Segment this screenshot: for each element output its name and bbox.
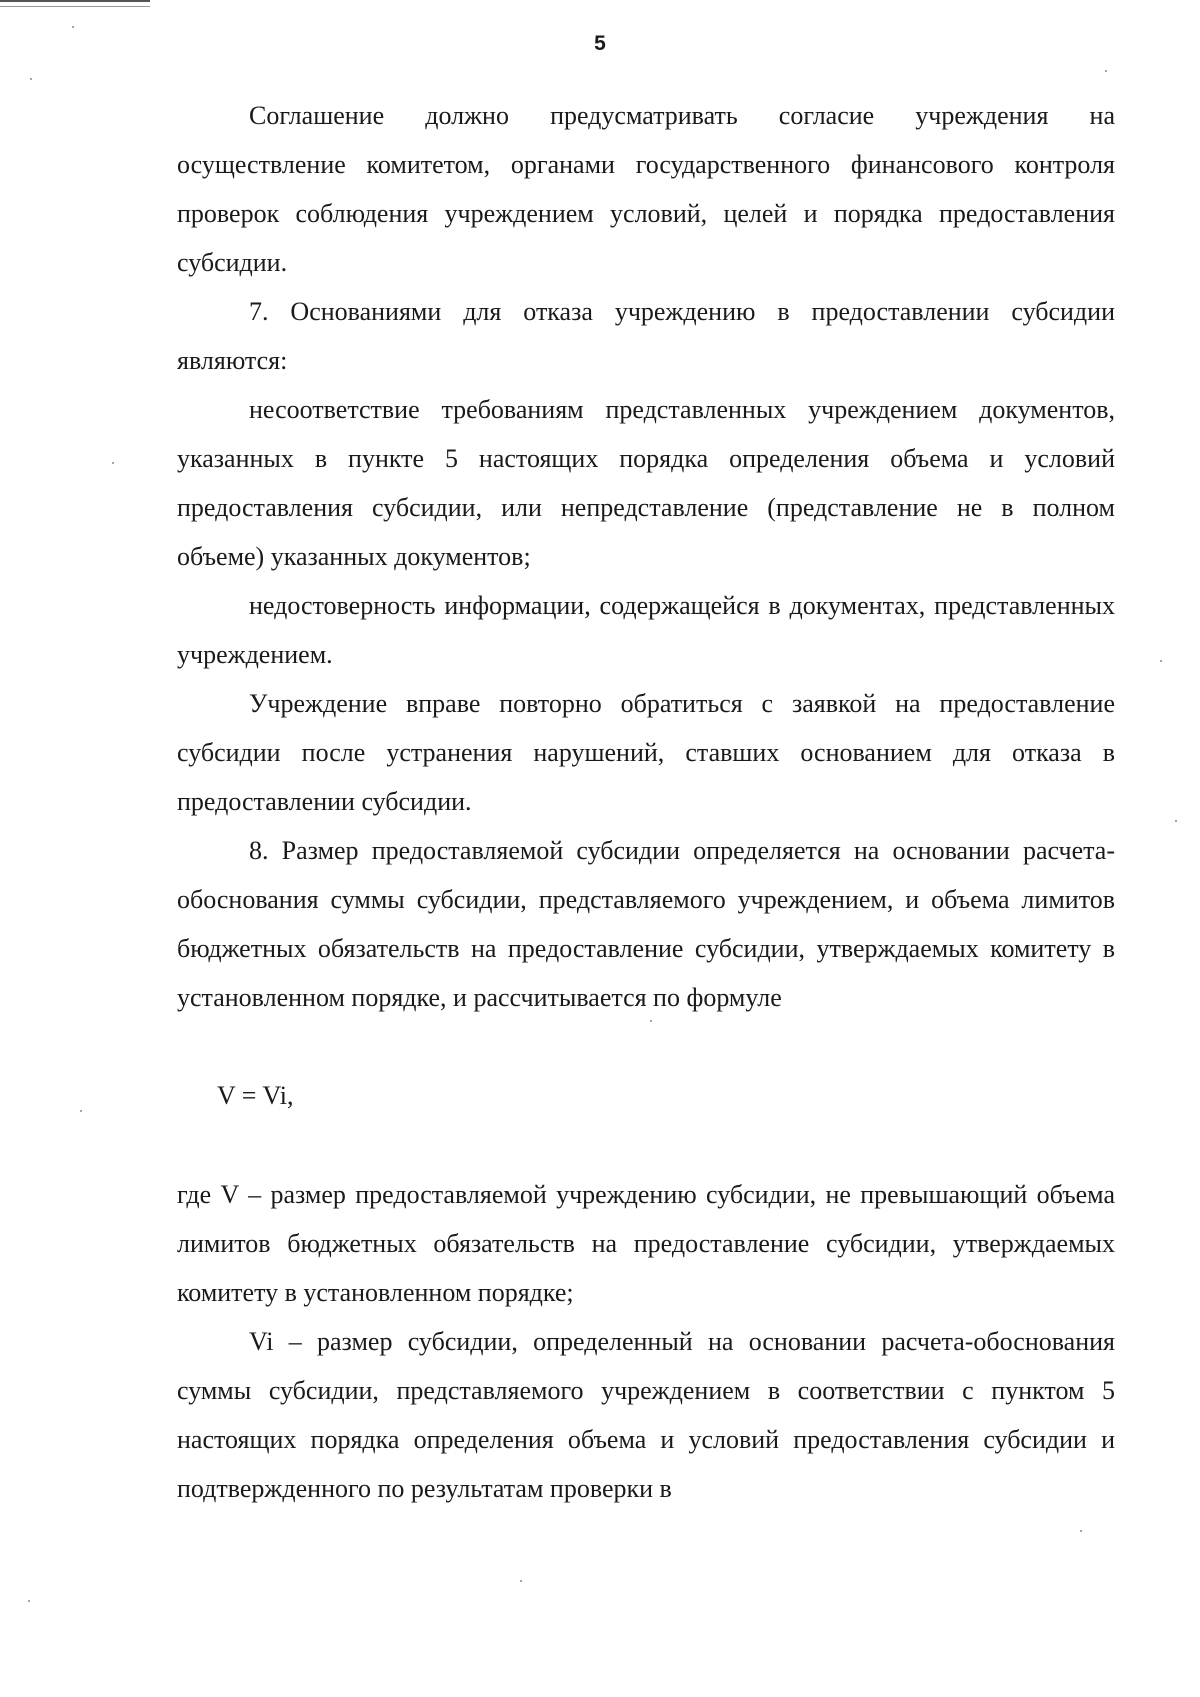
paragraph-reapply: Учреждение вправе повторно обратиться с заявкой на предоставление субсидии после устранения нарушений, ставших основанием для отказа в предоставлении субсидии. xyxy=(177,689,1115,816)
scan-corner-mark xyxy=(0,0,150,7)
scan-speck xyxy=(80,1110,82,1112)
page-number: 5 xyxy=(594,32,606,55)
scan-speck xyxy=(112,462,114,464)
document-body xyxy=(177,91,1115,1513)
scan-speck xyxy=(520,1580,522,1582)
formula: V = Vi, xyxy=(217,1081,294,1110)
scan-speck xyxy=(28,1600,30,1602)
scan-speck xyxy=(1080,1530,1082,1532)
paragraph-unreliability: недостоверность информации, содержащейся в документах, представленных учреждением. xyxy=(177,591,1115,669)
paragraph-agreement: Соглашение должно предусматривать согласие учреждения на осуществление комитетом, органами государственного финансового контроля проверок соблюдения учреждением условий, целей и порядка предоставления субсидии. xyxy=(177,101,1115,277)
scan-speck xyxy=(30,78,32,80)
scan-speck xyxy=(650,1020,652,1022)
scan-speck xyxy=(72,26,74,28)
scan-speck xyxy=(1105,70,1107,72)
paragraph-where-v: где V – размер предоставляемой учреждению субсидии, не превышающий объема лимитов бюджетных обязательств на предоставление субсидии, утверждаемых комитету в установленном порядке; xyxy=(177,1180,1115,1307)
scan-speck xyxy=(1175,820,1177,822)
paragraph-subsidy-size: 8. Размер предоставляемой субсидии определяется на основании расчета-обоснования суммы субсидии, представляемого учреждением, и объема лимитов бюджетных обязательств на предоставление субсидии, утверждаемых комитету в установленном порядке, и рассчитывается по формуле xyxy=(177,836,1115,1012)
paragraph-refusal-grounds: 7. Основаниями для отказа учреждению в предоставлении субсидии являются: xyxy=(177,297,1115,375)
scan-speck xyxy=(1160,660,1162,662)
paragraph-noncompliance: несоответствие требованиям представленных учреждением документов, указанных в пункте 5 настоящих порядка определения объема и условий предоставления субсидии, или непредставление (представление не в полном объеме) указанных документов; xyxy=(177,395,1115,571)
paragraph-vi: Vi – размер субсидии, определенный на основании расчета-обоснования суммы субсидии, представляемого учреждением в соответствии с пунктом 5 настоящих порядка определения объема и условий предоставления субсидии и подтвержденного по результатам проверки в xyxy=(177,1327,1115,1503)
